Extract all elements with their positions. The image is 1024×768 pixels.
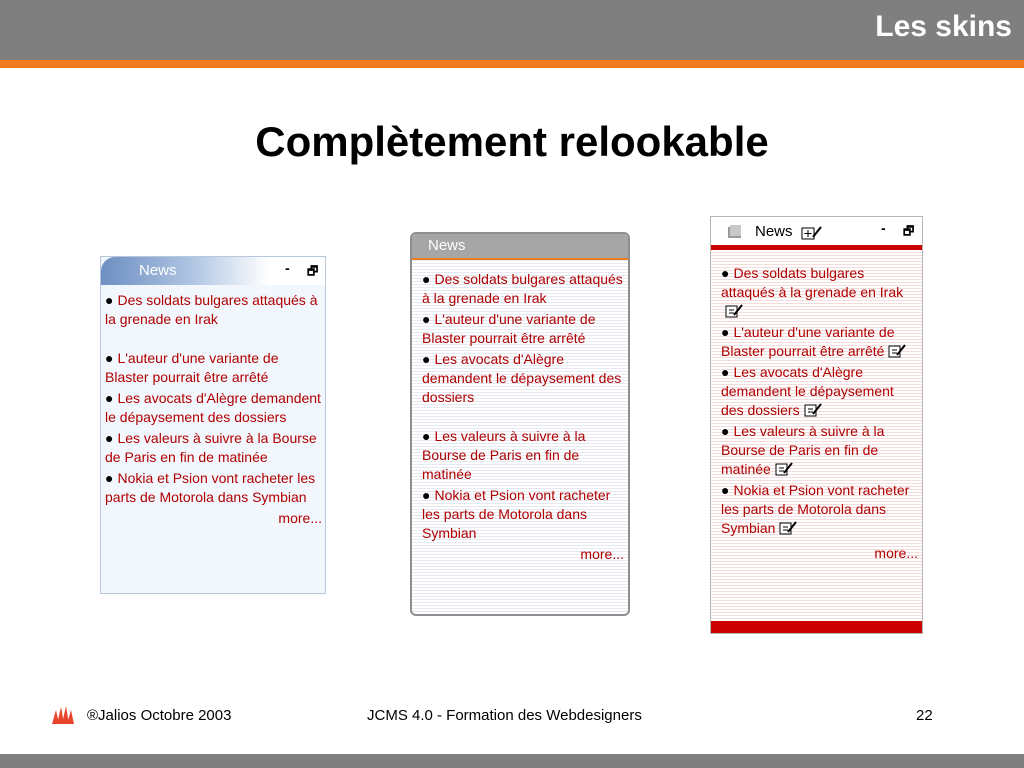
list-item: ● Les avocats d'Alègre demandent le dépaysement des dossiers bbox=[105, 390, 321, 425]
portlet-footer-bar bbox=[711, 621, 922, 633]
footer-course-title: JCMS 4.0 - Formation des Webdesigners bbox=[367, 707, 642, 724]
top-bar bbox=[0, 0, 1024, 60]
edit-icon[interactable] bbox=[888, 344, 906, 358]
bottom-bar bbox=[0, 754, 1024, 768]
news-link[interactable]: Les avocats d'Alègre demandent le dépaysement des dossiers bbox=[105, 390, 321, 425]
news-portlet-skin-red bbox=[710, 216, 923, 634]
list-item: ● Nokia et Psion vont racheter les parts de Motorola dans Symbian bbox=[422, 487, 611, 541]
list-item: ● Les avocats d'Alègre demandent le dépaysement des dossiers bbox=[422, 351, 622, 405]
edit-icon[interactable] bbox=[804, 403, 822, 417]
minimize-icon[interactable]: - bbox=[285, 260, 290, 276]
portlet-title: News bbox=[139, 262, 177, 279]
news-link[interactable]: Nokia et Psion vont racheter les parts de Motorola dans Symbian bbox=[105, 470, 316, 505]
list-item: ● L'auteur d'une variante de Blaster pourrait être arrêté bbox=[721, 323, 918, 361]
restore-icon[interactable]: 🗗 bbox=[903, 224, 915, 238]
accent-line bbox=[0, 60, 1024, 68]
section-title: Les skins bbox=[875, 10, 1012, 43]
more-link[interactable]: more... bbox=[278, 510, 322, 526]
more-link[interactable]: more... bbox=[874, 545, 918, 561]
edit-icon[interactable] bbox=[725, 304, 743, 318]
list-item: ● L'auteur d'une variante de Blaster pourrait être arrêté bbox=[422, 311, 596, 346]
portlet-title: News bbox=[428, 237, 466, 254]
list-item: ● Nokia et Psion vont racheter les parts de Motorola dans Symbian bbox=[105, 470, 316, 505]
portlet-title: News bbox=[755, 223, 793, 240]
news-portlet-skin-grey bbox=[410, 232, 630, 616]
news-link[interactable]: Nokia et Psion vont racheter les parts de Motorola dans Symbian bbox=[721, 482, 910, 536]
portlet-header bbox=[101, 257, 325, 285]
news-link[interactable]: L'auteur d'une variante de Blaster pourrait être arrêté bbox=[721, 324, 895, 359]
add-edit-icon[interactable] bbox=[801, 225, 823, 241]
restore-icon[interactable]: 🗗 bbox=[307, 264, 319, 278]
footer-copyright: ®Jalios Octobre 2003 bbox=[87, 707, 232, 724]
list-item: ● Des soldats bulgares attaqués à la grenade en Irak bbox=[721, 264, 918, 321]
slide-title: Complètement relookable bbox=[255, 118, 769, 165]
news-link[interactable]: Des soldats bulgares attaqués à la grenade en Irak bbox=[422, 271, 623, 306]
edit-icon[interactable] bbox=[779, 521, 797, 535]
edit-icon[interactable] bbox=[775, 462, 793, 476]
list-item: ● Les valeurs à suivre à la Bourse de Paris en fin de matinée bbox=[105, 430, 317, 465]
minimize-icon[interactable]: - bbox=[881, 220, 886, 236]
list-item: ● Nokia et Psion vont racheter les parts de Motorola dans Symbian bbox=[721, 482, 910, 536]
list-item: ● Les valeurs à suivre à la Bourse de Paris en fin de matinée bbox=[422, 428, 586, 482]
folder-icon bbox=[727, 225, 743, 239]
more-link[interactable]: more... bbox=[580, 546, 624, 562]
news-link[interactable]: Des soldats bulgares attaqués à la grenade en Irak bbox=[721, 265, 904, 300]
portlet-header bbox=[711, 217, 922, 250]
list-item: ● L'auteur d'une variante de Blaster pourrait être arrêté bbox=[105, 350, 279, 385]
news-link[interactable]: Des soldats bulgares attaqués à la grenade en Irak bbox=[105, 292, 318, 327]
news-link[interactable]: Les avocats d'Alègre demandent le dépaysement des dossiers bbox=[721, 364, 894, 418]
page-number: 22 bbox=[916, 707, 933, 724]
news-link[interactable]: L'auteur d'une variante de Blaster pourrait être arrêté bbox=[422, 311, 596, 346]
list-item: ● Des soldats bulgares attaqués à la grenade en Irak bbox=[105, 292, 318, 327]
news-link[interactable]: Nokia et Psion vont racheter les parts de Motorola dans Symbian bbox=[422, 487, 611, 541]
news-link[interactable]: L'auteur d'une variante de Blaster pourrait être arrêté bbox=[105, 350, 279, 385]
news-link[interactable]: Les valeurs à suivre à la Bourse de Paris en fin de matinée bbox=[721, 423, 885, 477]
jalios-logo-icon bbox=[50, 704, 76, 726]
portlet-header bbox=[412, 234, 628, 260]
list-item: ● Des soldats bulgares attaqués à la grenade en Irak bbox=[422, 271, 623, 306]
news-link[interactable]: Les avocats d'Alègre demandent le dépaysement des dossiers bbox=[422, 351, 622, 405]
news-portlet-skin-blue bbox=[100, 256, 326, 594]
news-link[interactable]: Les valeurs à suivre à la Bourse de Paris en fin de matinée bbox=[105, 430, 317, 465]
news-link[interactable]: Les valeurs à suivre à la Bourse de Paris en fin de matinée bbox=[422, 428, 586, 482]
list-item: ● Les valeurs à suivre à la Bourse de Paris en fin de matinée bbox=[721, 423, 885, 477]
list-item: ● Les avocats d'Alègre demandent le dépaysement des dossiers bbox=[721, 364, 894, 418]
